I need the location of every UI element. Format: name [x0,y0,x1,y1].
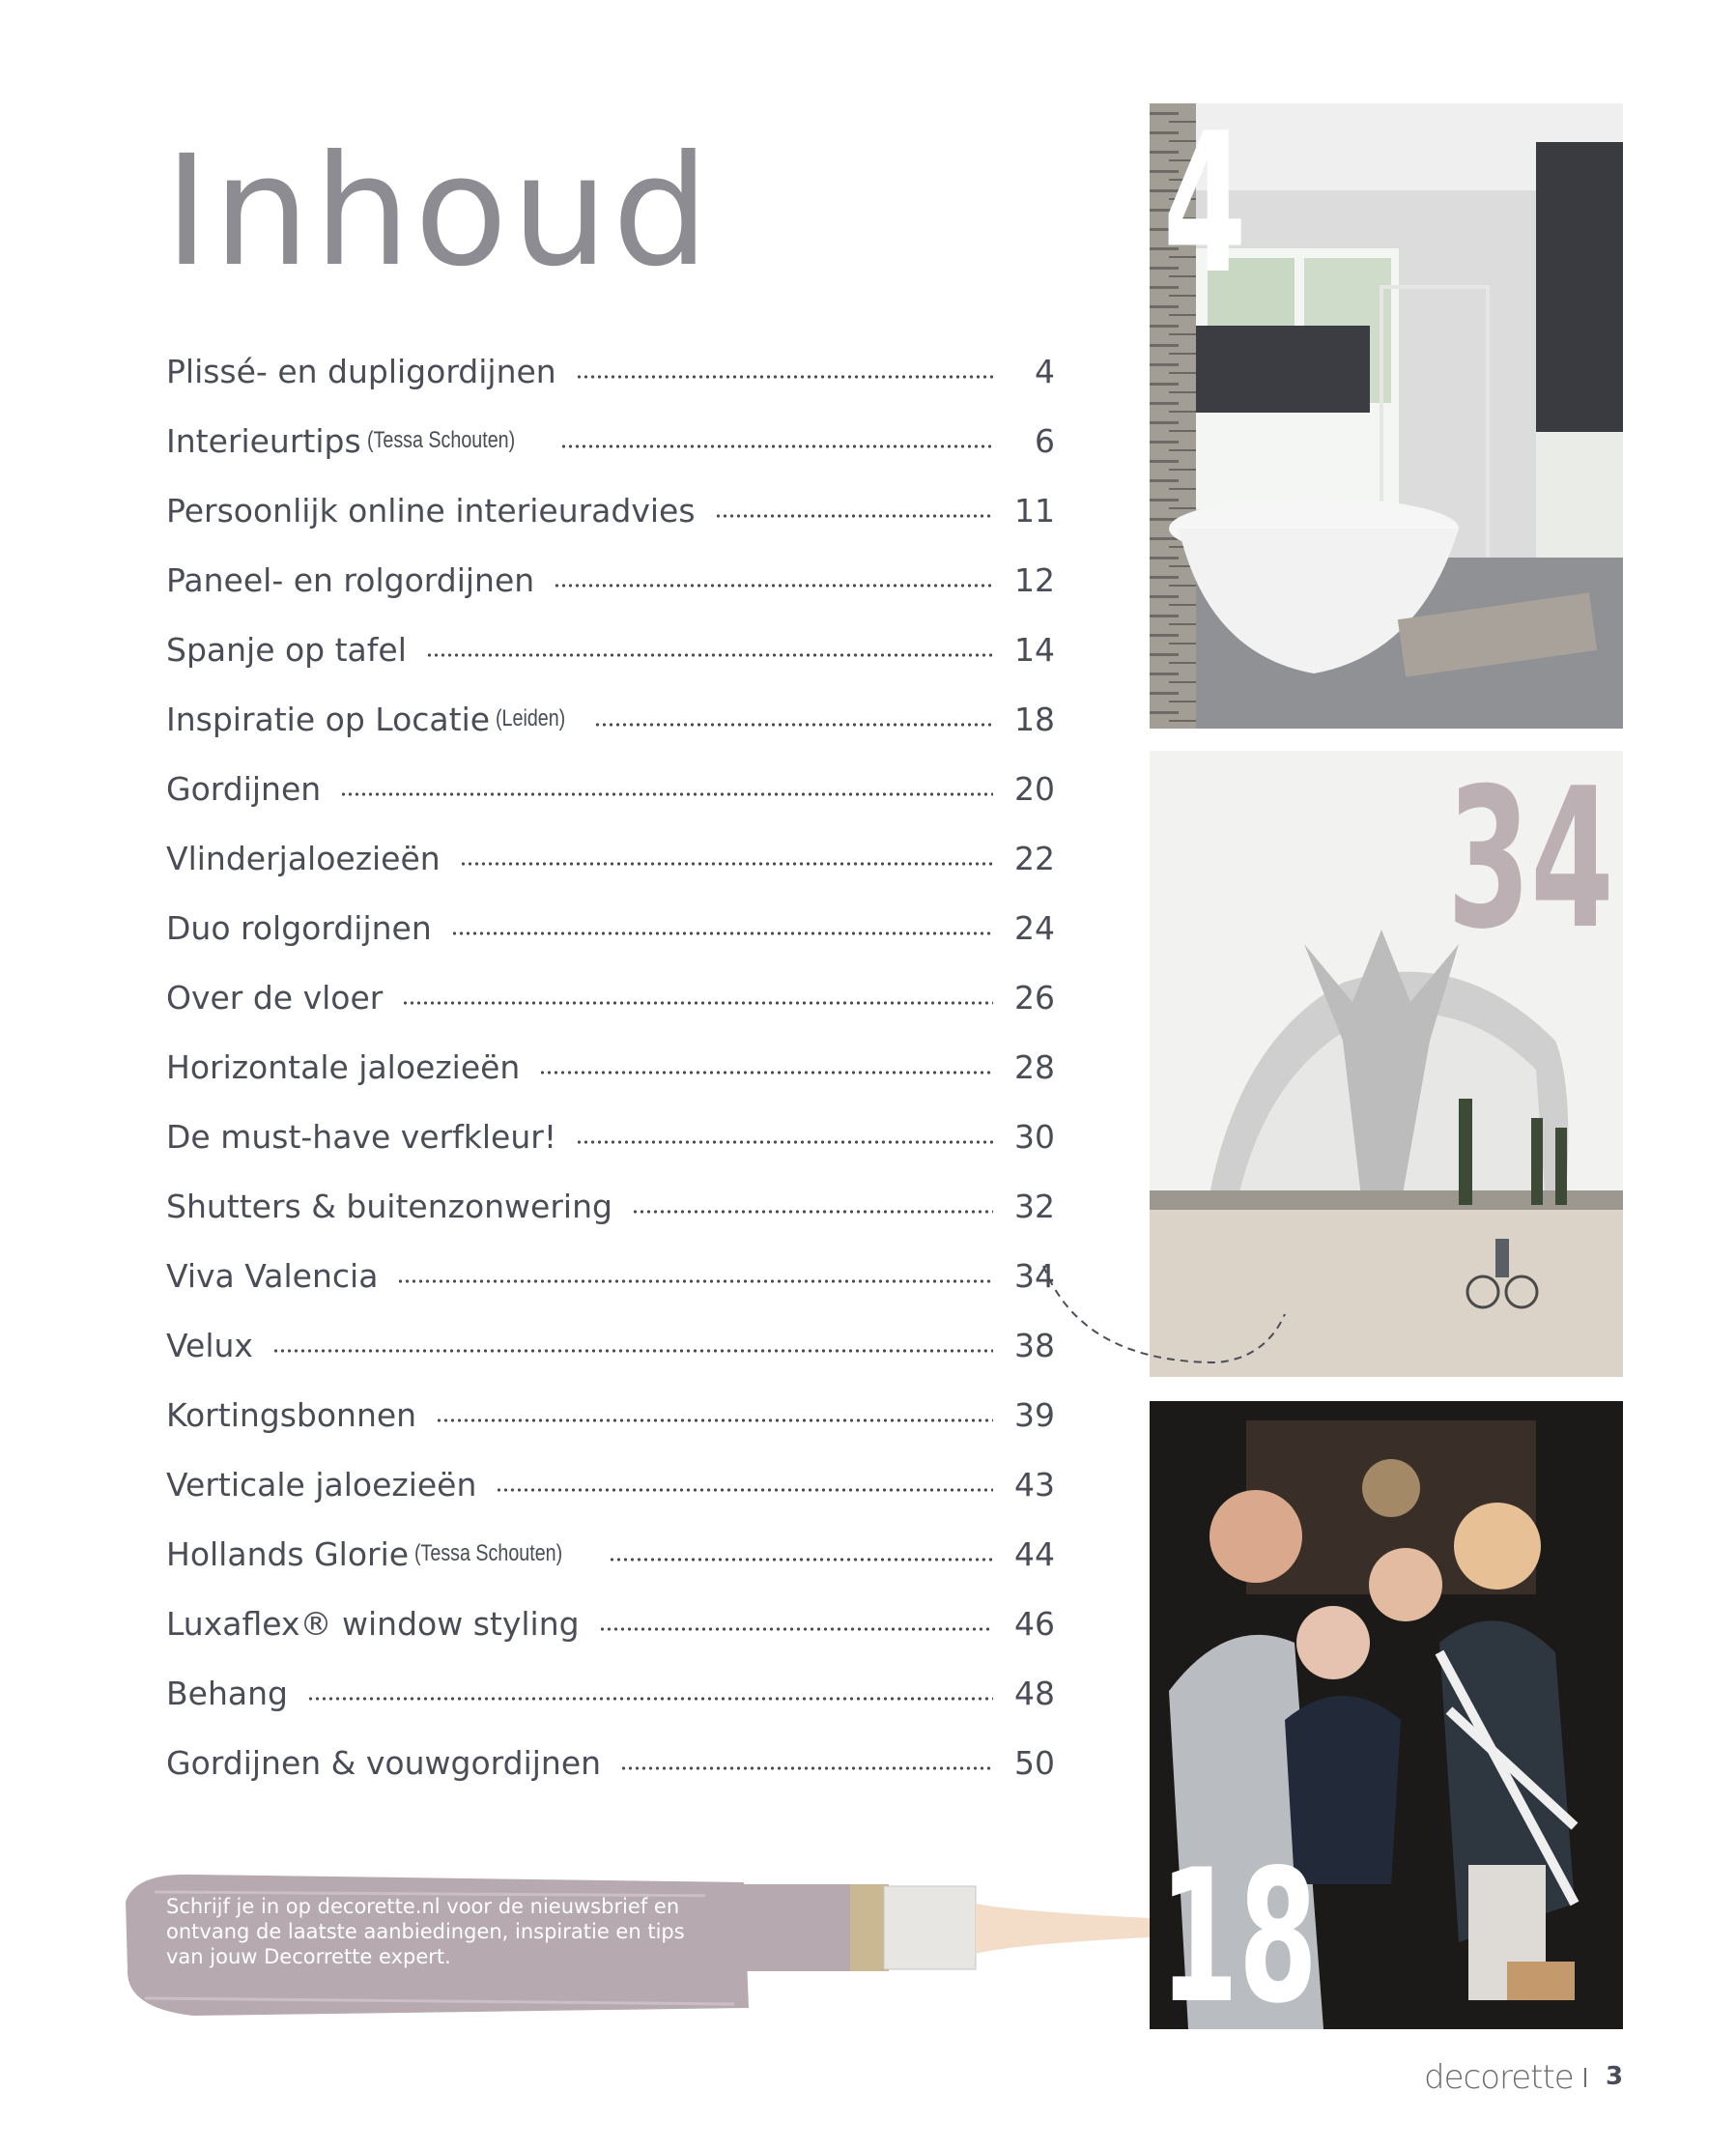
toc-note: (Tessa Schouten) [366,427,515,453]
photo-number-family: 18 [1159,1830,1318,2044]
toc-title: Persoonlijk online interieuradvies [166,491,696,530]
toc-leader-dots [576,1140,993,1144]
toc-leader-dots [594,723,993,727]
toc-title: Velux [166,1326,253,1364]
toc-row [166,1102,1055,1171]
toc-row [166,962,1055,1032]
toc-page-number: 11 [1014,491,1055,530]
toc-row [166,406,1055,475]
toc-leader-dots [436,1418,993,1422]
toc-leader-dots [620,1766,993,1770]
toc-leader-dots [576,375,993,379]
toc-page-number: 6 [1035,421,1055,460]
toc-page-number: 43 [1014,1465,1055,1504]
toc-note: (Tessa Schouten) [414,1540,563,1566]
toc-title: Luxaflex® window styling [166,1604,580,1643]
toc-row [166,1519,1055,1589]
toc-row [166,1310,1055,1380]
toc-title: Verticale jaloezieën [166,1465,477,1504]
toc-row [166,684,1055,754]
toc-page-number: 26 [1014,978,1055,1017]
dashed-connector [1024,1256,1295,1382]
toc-page-number: 18 [1014,700,1055,738]
toc-page-number: 38 [1014,1326,1055,1364]
toc-page-number: 48 [1014,1674,1055,1712]
paintbrush-icon [705,1865,1159,1991]
toc-leader-dots [426,653,993,657]
toc-leader-dots [715,514,993,518]
toc-row [166,1728,1055,1797]
toc-leader-dots [451,931,993,935]
toc-page-number: 28 [1014,1047,1055,1086]
toc-page-number: 22 [1014,839,1055,877]
toc-row [166,1449,1055,1519]
toc-title: Interieurtips [166,421,361,460]
toc-leader-dots [272,1349,993,1353]
toc-row [166,1171,1055,1241]
toc-note: (Leiden) [496,705,566,731]
newsletter-promo-text: Schrijf je in op decorette.nl voor de nieuwsbrief en ontvang de laatste aanbiedingen, inspiratie en tips van jouw Decorrette expert. [166,1895,685,1968]
page-title: Inhoud [164,123,713,301]
toc-row [166,1658,1055,1728]
toc-row [166,336,1055,406]
photo-number-valencia: 34 [1447,747,1614,972]
toc-title: Gordijnen & vouwgordijnen [166,1743,602,1782]
toc-leader-dots [307,1697,993,1701]
toc-title: Kortingsbonnen [166,1395,417,1434]
toc-page-number: 20 [1014,769,1055,808]
toc-page-number: 12 [1014,560,1055,599]
toc-page-number: 50 [1014,1743,1055,1782]
toc-title: Duo rolgordijnen [166,908,432,947]
table-of-contents [166,336,1055,1797]
toc-row [166,823,1055,893]
toc-row [166,475,1055,545]
toc-page-number: 14 [1014,630,1055,669]
toc-leader-dots [460,862,993,866]
toc-row [166,1032,1055,1102]
toc-title: Inspiratie op Locatie [166,700,491,738]
toc-page-number: 34 [1014,1256,1055,1295]
toc-title: Spanje op tafel [166,630,407,669]
toc-title: De must-have verfkleur! [166,1117,557,1156]
brand-logo: decorette [1424,2058,1574,2097]
photo-number-bathroom: 4 [1163,92,1247,317]
toc-page-number: 39 [1014,1395,1055,1434]
toc-leader-dots [554,584,993,587]
toc-leader-dots [402,1001,993,1005]
toc-title: Hollands Glorie [166,1534,410,1573]
toc-title: Horizontale jaloezieën [166,1047,521,1086]
toc-row [166,615,1055,684]
toc-row [166,893,1055,962]
toc-title: Gordijnen [166,769,322,808]
page-number: 3 [1606,2062,1624,2091]
toc-row [166,545,1055,615]
toc-leader-dots [609,1558,993,1562]
toc-title: Viva Valencia [166,1256,379,1295]
toc-leader-dots [560,444,993,448]
toc-row [166,754,1055,823]
toc-page-number: 30 [1014,1117,1055,1156]
toc-page-number: 32 [1014,1187,1055,1225]
toc-leader-dots [539,1071,993,1074]
toc-row [166,1380,1055,1449]
toc-row [166,1241,1055,1310]
toc-title: Plissé- en dupligordijnen [166,352,556,390]
toc-title: Behang [166,1674,288,1712]
toc-page-number: 4 [1035,352,1055,390]
toc-title: Paneel- en rolgordijnen [166,560,535,599]
toc-leader-dots [632,1210,993,1214]
toc-page-number: 46 [1014,1604,1055,1643]
toc-leader-dots [397,1279,993,1283]
toc-leader-dots [599,1627,993,1631]
toc-title: Vlinderjaloezieën [166,839,441,877]
footer-separator [1584,2068,1586,2087]
toc-leader-dots [496,1488,993,1492]
toc-title: Shutters & buitenzonwering [166,1187,612,1225]
toc-page-number: 44 [1014,1534,1055,1573]
toc-leader-dots [340,792,993,796]
toc-title: Over de vloer [166,978,384,1017]
toc-page-number: 24 [1014,908,1055,947]
toc-row [166,1589,1055,1658]
